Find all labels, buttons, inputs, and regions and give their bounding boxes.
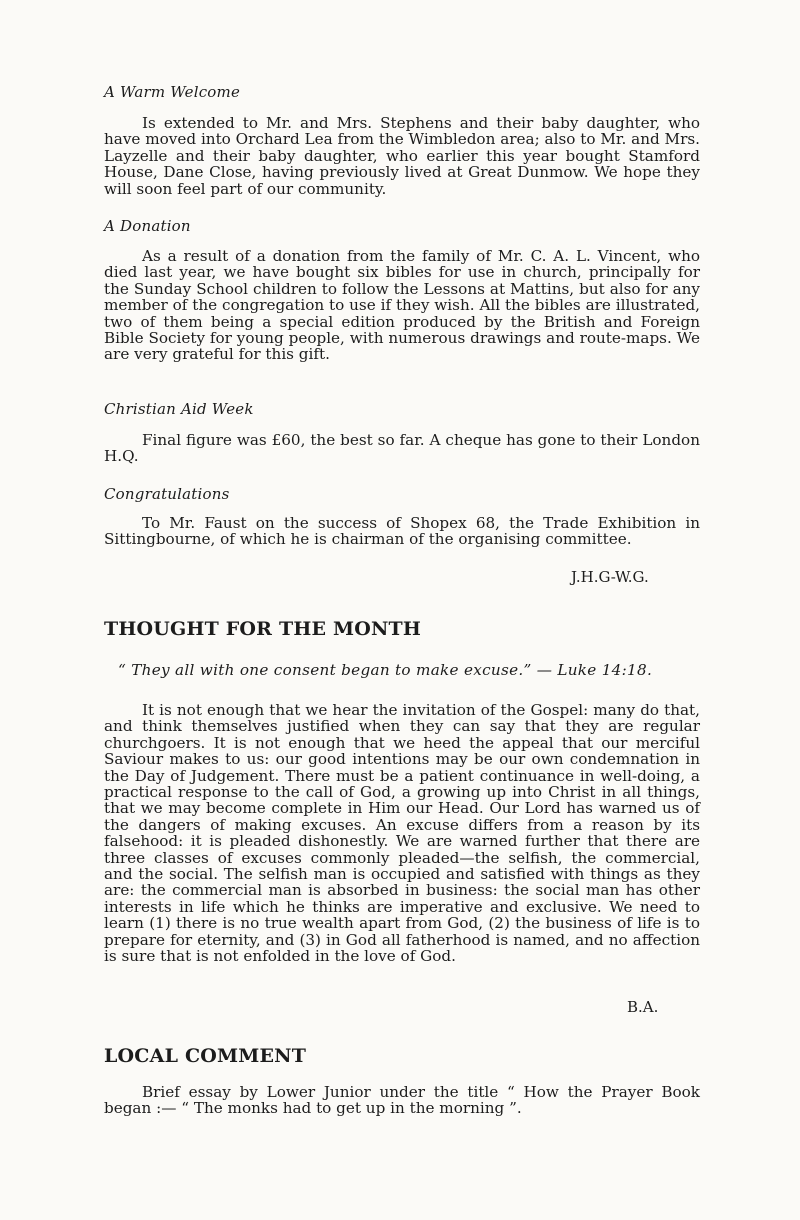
welcome-body: Is extended to Mr. and Mrs. Stephens and their baby daughter, who have moved into Orchard Lea from the Wimbledon area; also to Mr. and Mrs. Layzelle and their baby daughter, who earlier this year bought Stamford House, Dane Close, having previously lived at Great Dunmow. We hope they will soon feel part of our community. bbox=[104, 114, 700, 198]
donation-section bbox=[104, 217, 700, 235]
signature-ba: B.A. bbox=[627, 998, 659, 1016]
thought-quote: “ They all with one consent began to make excuse.” — Luke 14:18. bbox=[118, 661, 653, 679]
christian-aid-body-block bbox=[104, 432, 700, 465]
local-heading: LOCAL COMMENT bbox=[104, 1045, 307, 1067]
thought-heading: THOUGHT FOR THE MONTH bbox=[104, 618, 422, 640]
thought-body: It is not enough that we hear the invitation of the Gospel: many do that, and think themselves justified when they can say that they are regular churchgoers. It is not enough that we heed the appeal that our merciful Saviour makes to us: our good intentions may be our own condemnation in the Day of Judgement. There must be a patient continuance in well-doing, a practical response to the call of God, a growing up into Christ in all things, that we may become complete in Him our Head. Our Lord has warned us of the dangers of making excuses. An excuse differs from a reason by its falsehood: it is pleaded dishonestly. We are warned further that there are three classes of excuses commonly pleaded—the selfish, the commercial, and the social. The selfish man is occupied and satisfied with things as they are: the commercial man is absorbed in business: the social man has other interests in life which he thinks are imperative and exclusive. We need to learn (1) there is no true wealth apart from God, (2) the business of life is to prepare for eternity, and (3) in God all fatherhood is named, and no affection is sure that is not enfolded in the love of God. bbox=[104, 701, 700, 966]
thought-body-block bbox=[104, 702, 700, 965]
donation-heading: A Donation bbox=[104, 217, 191, 235]
donation-body-block bbox=[104, 248, 700, 363]
christian-aid-section bbox=[104, 400, 700, 418]
christian-aid-body: Final figure was £60, the best so far. A cheque has gone to their London H.Q. bbox=[104, 431, 700, 466]
local-body: Brief essay by Lower Junior under the title “ How the Prayer Book began :— “ The monks had to get up in the morning ”. bbox=[104, 1083, 700, 1118]
congratulations-heading: Congratulations bbox=[104, 485, 230, 503]
congratulations-section bbox=[104, 485, 700, 503]
welcome-heading: A Warm Welcome bbox=[104, 83, 241, 101]
signature-jhg-wg: J.H.G-W.G. bbox=[571, 568, 649, 586]
donation-body: As a result of a donation from the family of Mr. C. A. L. Vincent, who died last year, we have bought six bibles for use in church, principally for the Sunday School children to follow the Lessons at Mattins, but also for any member of the congregation to use if they wish. All the bibles are illustrated, two of them being a special edition produced by the British and Foreign Bible Society for young people, with numerous drawings and route-maps. We are very grateful for this gift. bbox=[104, 247, 700, 364]
christian-aid-heading: Christian Aid Week bbox=[104, 400, 254, 418]
local-body-block bbox=[104, 1084, 700, 1117]
welcome-section bbox=[104, 83, 700, 101]
welcome-body-block bbox=[104, 115, 700, 197]
congratulations-body: To Mr. Faust on the success of Shopex 68, the Trade Exhibition in Sittingbourne, of which he is chairman of the organising committee. bbox=[104, 514, 700, 549]
congratulations-body-block bbox=[104, 515, 700, 548]
